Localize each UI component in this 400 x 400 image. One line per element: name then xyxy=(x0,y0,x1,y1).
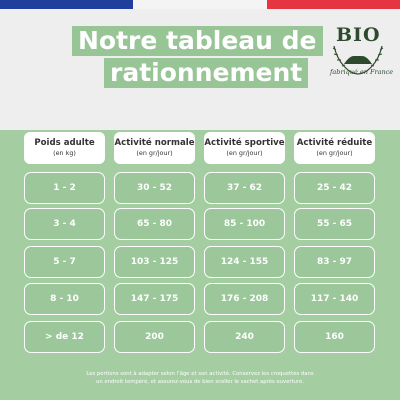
header-label: Poids adulte xyxy=(34,138,95,148)
header-unit: (en kg) xyxy=(53,149,76,157)
bio-logo-subtitle: fabriqué en France xyxy=(330,68,394,76)
table-cell: 200 xyxy=(114,321,195,353)
french-flag-stripe xyxy=(0,0,400,9)
table-cell: 25 - 42 xyxy=(294,172,375,204)
footnote-line-1: Les portions sont à adapter selon l’âge et son activité. Conservez les croquettes dans xyxy=(86,371,314,377)
table-cell: 103 - 125 xyxy=(114,246,195,278)
flag-white xyxy=(133,0,267,9)
header-reduced-activity xyxy=(294,132,375,164)
header-label: Activité sportive xyxy=(204,138,285,148)
table-cell: 147 - 175 xyxy=(114,283,195,315)
table-cell: 55 - 65 xyxy=(294,208,375,240)
table-cell: 117 - 140 xyxy=(294,283,375,315)
table-cell: 83 - 97 xyxy=(294,246,375,278)
table-cell: 5 - 7 xyxy=(24,246,105,278)
footnote xyxy=(40,370,360,386)
table-cell: 124 - 155 xyxy=(204,246,285,278)
table-cell: 176 - 208 xyxy=(204,283,285,315)
bio-logo xyxy=(330,24,394,84)
bio-logo-text: BIO xyxy=(336,24,381,46)
header-unit: (en gr/jour) xyxy=(316,149,353,157)
flag-red xyxy=(267,0,400,9)
header-normal-activity xyxy=(114,132,195,164)
table-cell: 8 - 10 xyxy=(24,283,105,315)
header-label: Activité réduite xyxy=(296,138,373,148)
footnote-line-2: un endroit tempéré, et assurez-vous de bien sceller le sachet après ouverture. xyxy=(95,379,305,385)
page-title xyxy=(72,26,317,88)
title-line-1: Notre tableau de xyxy=(72,26,323,56)
header-label: Activité normale xyxy=(114,138,195,148)
table-cell: 3 - 4 xyxy=(24,208,105,240)
table-cell: 37 - 62 xyxy=(204,172,285,204)
table-cell: 240 xyxy=(204,321,285,353)
table-cell: 1 - 2 xyxy=(24,172,105,204)
header-weight xyxy=(24,132,105,164)
table-cell: 85 - 100 xyxy=(204,208,285,240)
header-unit: (en gr/jour) xyxy=(136,149,173,157)
flag-blue xyxy=(0,0,133,9)
header-unit: (en gr/jour) xyxy=(226,149,263,157)
table-cell: 160 xyxy=(294,321,375,353)
header-sport-activity xyxy=(204,132,285,164)
table-cell: > de 12 xyxy=(24,321,105,353)
table-cell: 65 - 80 xyxy=(114,208,195,240)
table-cell: 30 - 52 xyxy=(114,172,195,204)
title-line-2: rationnement xyxy=(104,58,308,88)
